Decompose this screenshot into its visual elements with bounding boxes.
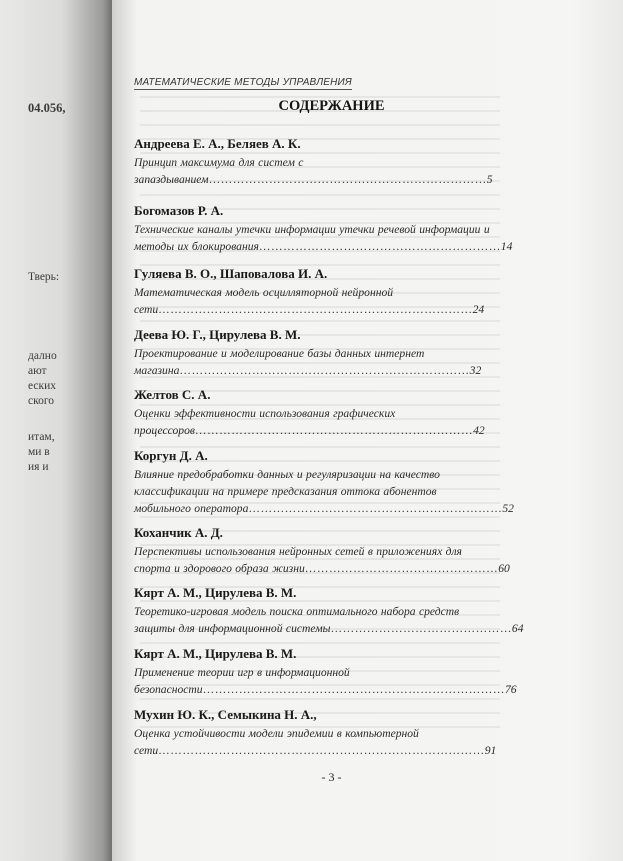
entry-title xyxy=(134,466,552,517)
dot-leader: …………………………………………………………… xyxy=(194,424,474,437)
left-page-fragment: итам, xyxy=(28,431,55,443)
toc-entry xyxy=(134,327,552,379)
entry-title-line: Технические каналы утечки информации утечки речевой информации и xyxy=(134,223,490,236)
toc-entry xyxy=(134,585,552,637)
entry-title xyxy=(134,725,552,759)
entry-title-line: спорта и здорового образа жизни xyxy=(134,562,305,575)
dot-leader: ……………………………………………………………………… xyxy=(158,744,485,757)
dot-leader: …………………………………………………… xyxy=(258,240,501,253)
toc-entry xyxy=(134,707,552,759)
dot-leader: ……………………………………………………… xyxy=(248,502,503,515)
left-page-fragment: еских xyxy=(28,380,56,392)
entry-title-line: безопасности xyxy=(134,683,203,696)
entry-authors: Деева Ю. Г., Цирулева В. М. xyxy=(134,327,301,342)
entry-title-line: Применение теории игр в информационной xyxy=(134,666,350,679)
dot-leader: …………………………………………………………… xyxy=(208,173,487,186)
entry-authors: Андреева Е. А., Беляев А. К. xyxy=(134,136,301,151)
entry-page-number: 91 xyxy=(484,744,497,757)
toc-entry xyxy=(134,136,552,188)
left-page-fragment: дално xyxy=(28,350,57,362)
entry-title-line: методы их блокирования xyxy=(134,240,259,253)
entry-title xyxy=(134,664,552,698)
entry-page-number: 42 xyxy=(473,424,485,437)
entry-page-number: 64 xyxy=(511,622,524,635)
entry-title-line: Принцип максимума для систем с xyxy=(134,156,304,169)
entry-title xyxy=(134,221,552,255)
entry-page-number: 60 xyxy=(498,562,510,575)
entry-title-line: Перспективы использования нейронных сетей в приложениях для xyxy=(134,545,462,558)
dot-leader: ………………………………………… xyxy=(304,562,499,575)
toc-entry xyxy=(134,387,552,439)
toc-entry xyxy=(134,646,552,698)
entry-title xyxy=(134,154,552,188)
left-page-fragment: ия и xyxy=(28,461,49,473)
entry-page-number: 76 xyxy=(504,683,517,696)
entry-page-number: 5 xyxy=(486,173,493,186)
entry-title xyxy=(134,603,552,637)
entry-title-line: процессоров xyxy=(134,424,195,437)
entry-title-line: Оценка устойчивости модели эпидемии в компьютерной xyxy=(134,727,419,740)
entry-page-number: 24 xyxy=(472,303,485,316)
entry-title-line: Теоретико-игровая модель поиска оптимального набора средств xyxy=(134,605,460,618)
entry-authors: Коргун Д. А. xyxy=(134,448,208,463)
dot-leader: ……………………………………… xyxy=(330,622,512,635)
entry-authors: Кярт А. М., Цирулева В. М. xyxy=(134,585,297,600)
dot-leader: ………………………………………………………………… xyxy=(202,683,505,696)
entry-title xyxy=(134,543,552,577)
entry-authors: Богомазов Р. А. xyxy=(134,203,224,218)
entry-authors: Кярт А. М., Цирулева В. М. xyxy=(134,646,297,661)
entry-authors: Коханчик А. Д. xyxy=(134,525,223,540)
running-head: МАТЕМАТИЧЕСКИЕ МЕТОДЫ УПРАВЛЕНИЯ xyxy=(134,77,352,88)
left-page-fragment: ми в xyxy=(28,446,50,458)
entry-title xyxy=(134,345,552,379)
toc-entry xyxy=(134,448,552,517)
entry-title-line: магазина xyxy=(134,364,180,377)
left-page-edge xyxy=(0,0,112,861)
entry-title-line: запаздыванием xyxy=(134,173,209,186)
entry-title-line: Оценки эффективности использования графических xyxy=(134,407,396,420)
left-page-fragment: 04.056, xyxy=(28,101,66,115)
entry-page-number: 52 xyxy=(502,502,514,515)
entry-title-line: мобильного оператора xyxy=(134,502,249,515)
left-page-fragment: Тверь: xyxy=(28,271,60,283)
toc-entry xyxy=(134,266,552,318)
dot-leader: ……………………………………………………………… xyxy=(179,364,470,377)
entry-title-line: сети xyxy=(134,303,159,316)
toc-entry xyxy=(134,203,552,255)
entry-title-line: сети xyxy=(134,744,159,757)
entry-page-number: 14 xyxy=(500,240,513,253)
entry-page-number: 32 xyxy=(469,364,482,377)
dot-leader: …………………………………………………………………… xyxy=(158,303,473,316)
left-page-fragment: ают xyxy=(28,365,47,377)
entry-title-line: защиты для информационной системы xyxy=(134,622,331,635)
entry-title xyxy=(134,405,552,439)
toc-entry xyxy=(134,525,552,577)
entry-authors: Желтов С. А. xyxy=(134,387,211,402)
entry-title-line: Проектирование и моделирование базы данных интернет xyxy=(134,347,425,360)
toc-title: СОДЕРЖАНИЕ xyxy=(278,98,385,114)
entry-authors: Гуляева В. О., Шаповалова И. А. xyxy=(134,266,328,281)
entry-title-line: классификации на примере предсказания оттока абонентов xyxy=(134,485,437,498)
entry-title xyxy=(134,284,552,318)
entry-authors: Мухин Ю. К., Семыкина Н. А., xyxy=(134,707,317,722)
entry-title-line: Влияние предобработки данных и регуляризации на качество xyxy=(134,468,440,481)
left-page-fragment: ского xyxy=(28,395,55,407)
entry-title-line: Математическая модель осцилляторной нейронной xyxy=(134,286,394,299)
page-number: - 3 - xyxy=(321,770,342,784)
